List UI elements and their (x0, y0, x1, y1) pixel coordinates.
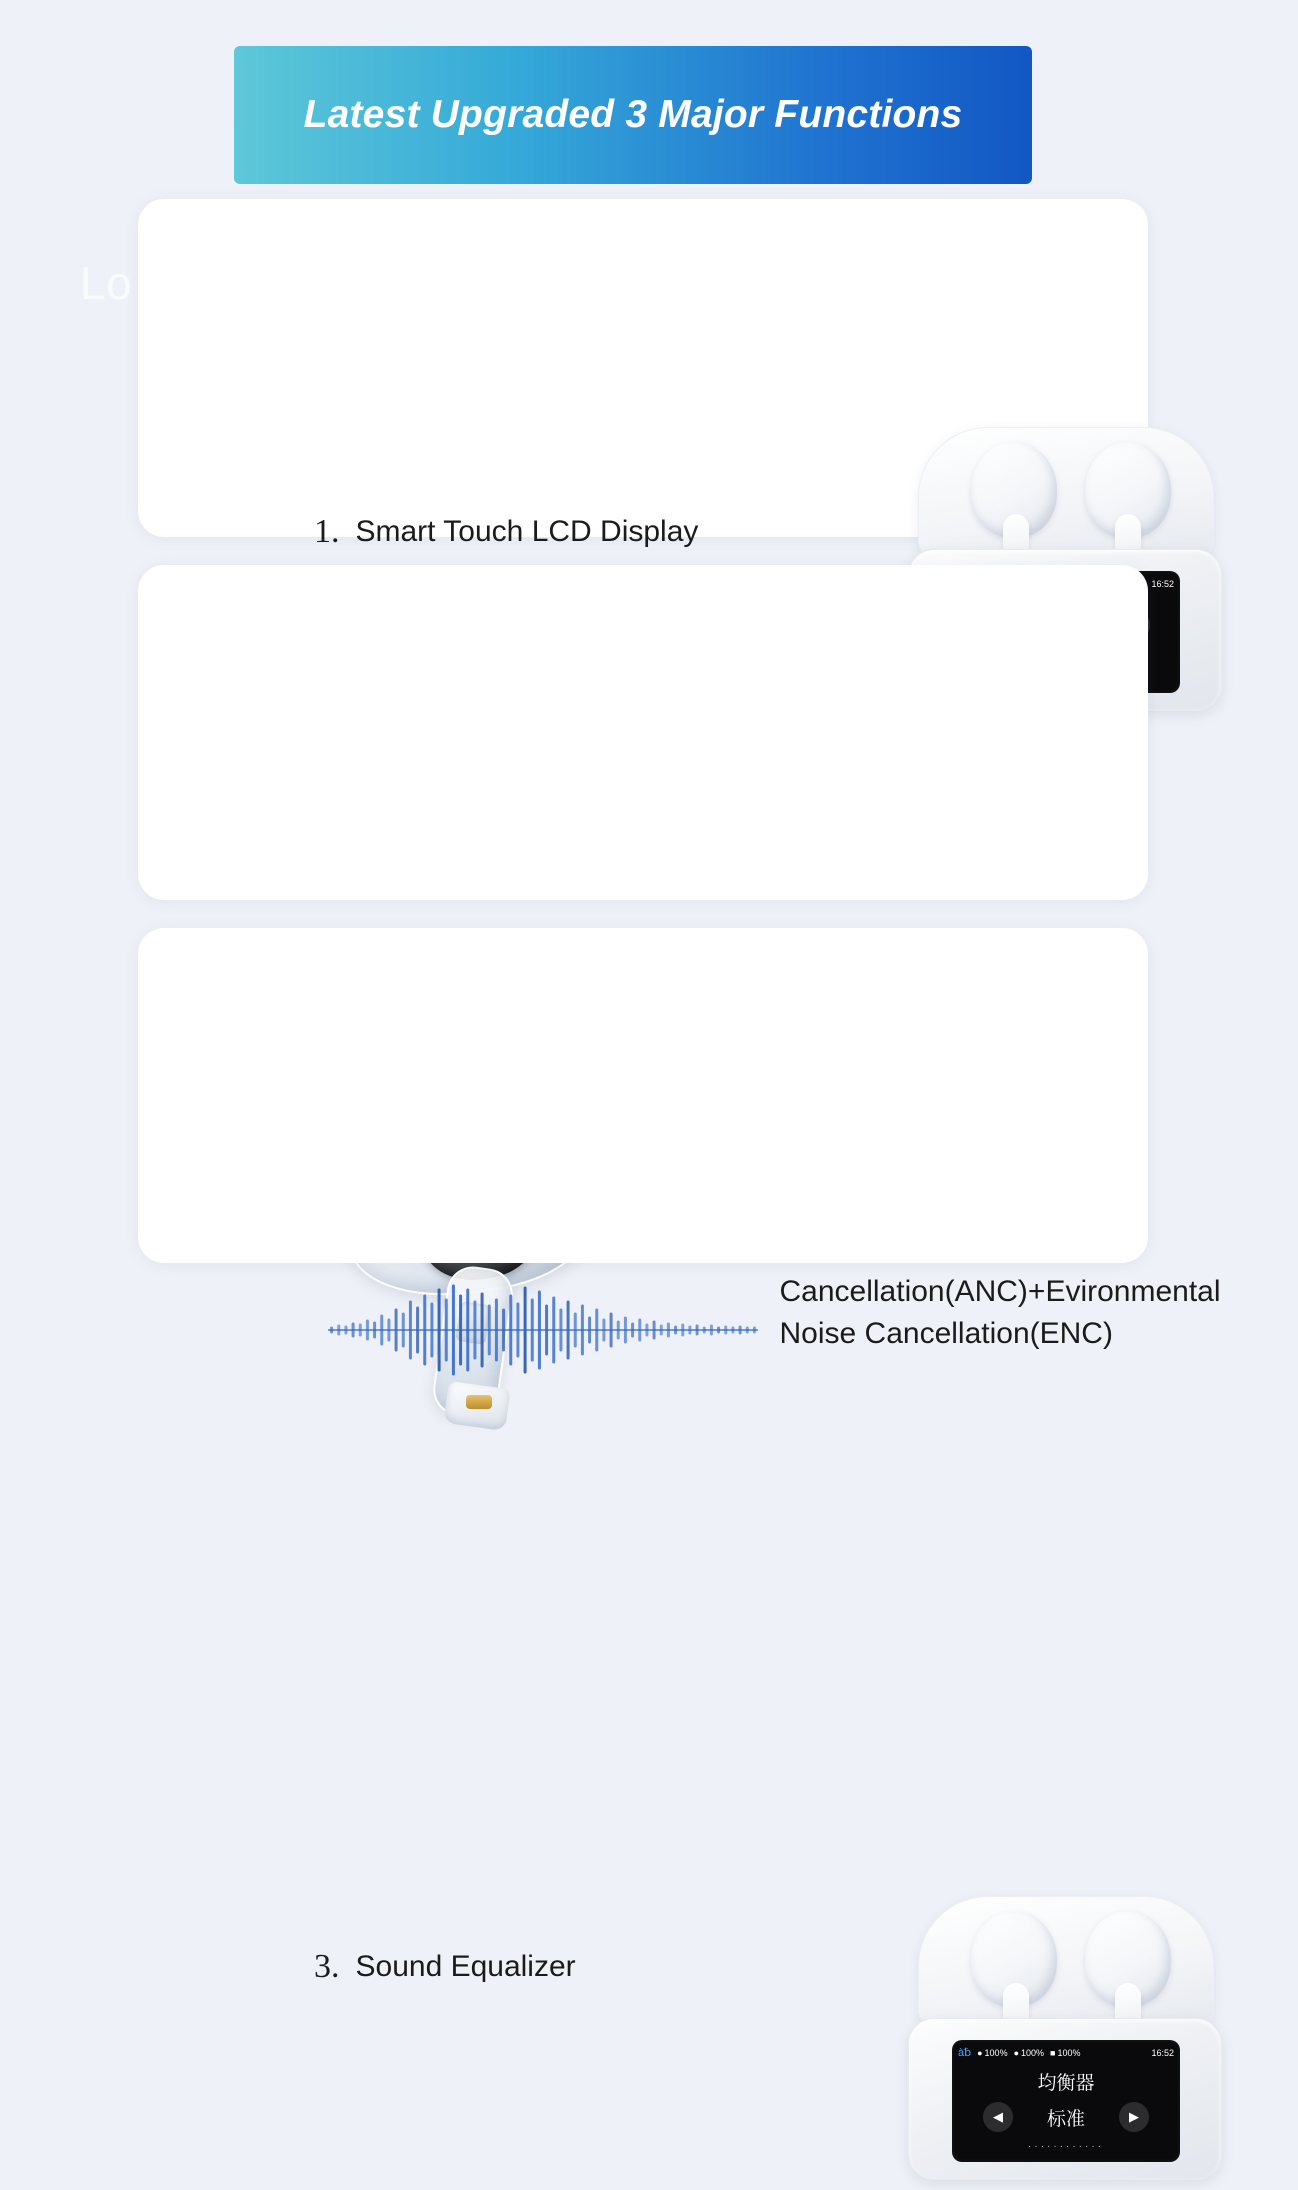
feature-item-1 (314, 511, 874, 554)
soundwave-graphic (328, 1285, 758, 1375)
lcd-status-bar (958, 2046, 1174, 2059)
feature-card-2 (138, 565, 1148, 900)
watermark-text-primary: Lo (80, 250, 132, 317)
lcd-screen-equalizer[interactable] (952, 2040, 1180, 2162)
feature-1-text: Smart Touch LCD Display (356, 511, 699, 552)
case-battery-indicator (1050, 2048, 1080, 2058)
page-title: Latest Upgraded 3 Major Functions (304, 93, 963, 137)
feature-item-3 (314, 1946, 874, 1989)
battery-icon: ■ (1050, 2048, 1055, 2058)
charging-case-illustration-equalizer (890, 1890, 1240, 2190)
clock-label: 16:52 (1151, 579, 1174, 589)
earbud-charging-contact (466, 1395, 492, 1409)
feature-1-number: 1. (314, 511, 340, 554)
equalizer-next-button[interactable]: ▶ (1119, 2102, 1149, 2132)
header-banner (234, 46, 1032, 184)
left-battery-value: 100% (985, 2048, 1008, 2058)
page-indicator-dots: ············ (952, 2141, 1180, 2152)
equalizer-selector (952, 2102, 1180, 2132)
earbud-battery-icon: ● (977, 2048, 982, 2058)
earbud-battery-icon: ● (1014, 2048, 1019, 2058)
feature-3-number: 3. (314, 1946, 340, 1989)
feature-card-1 (138, 199, 1148, 537)
left-battery-indicator (977, 2048, 1007, 2058)
right-battery-indicator (1014, 2048, 1044, 2058)
case-lid (918, 427, 1214, 559)
right-battery-value: 100% (1021, 2048, 1044, 2058)
equalizer-title: 均衡器 (952, 2068, 1180, 2095)
feature-2-text: Cancellation(ANC)+Evironmental Noise Cancellation(ENC) (780, 1230, 1298, 1354)
case-lid (918, 1896, 1214, 2028)
equalizer-prev-button[interactable]: ◀ (983, 2102, 1013, 2132)
case-battery-value: 100% (1057, 2048, 1080, 2058)
equalizer-mode-value: 标准 (1047, 2104, 1085, 2131)
feature-card-3 (138, 928, 1148, 1263)
clock-label: 16:52 (1151, 2048, 1174, 2058)
bluetooth-icon: à␢ (958, 2046, 971, 2059)
feature-3-text: Sound Equalizer (356, 1946, 576, 1987)
